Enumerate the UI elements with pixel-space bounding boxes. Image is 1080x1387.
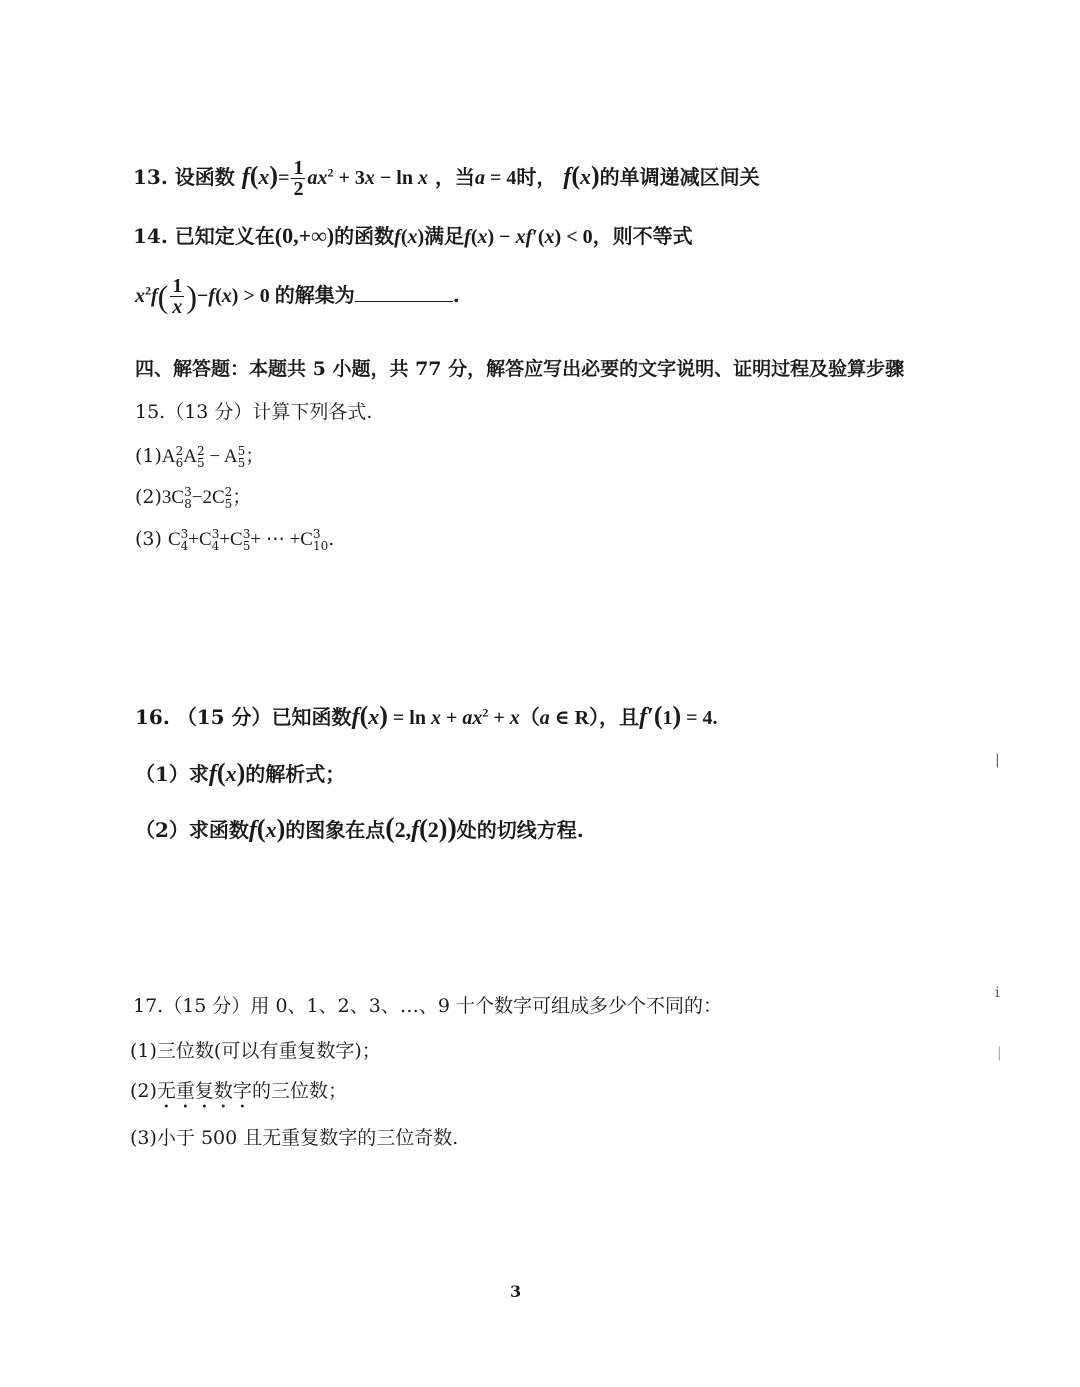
part-2-label: (2)	[135, 486, 162, 508]
question-14-text-3: 满足	[424, 224, 465, 248]
question-15-title: 15.（13 分）计算下列各式.	[135, 401, 373, 423]
scan-mark: |	[995, 752, 1000, 768]
part-2-text: 的三位数；	[251, 1080, 347, 1102]
question-17-title: 17.（15 分）用 0、1、2、3、…、9 十个数字可组成多少个不同的：	[133, 995, 722, 1017]
part-2-text-3: 处的切线方程.	[456, 818, 584, 842]
function-expression: f	[241, 164, 250, 190]
question-14-text-5: 的解集为	[274, 283, 355, 307]
part-2-text-2: 的图象在点	[285, 818, 386, 842]
fraction-one-over-x: $\frac{1}{x}$	[172, 275, 183, 318]
part-1-text: 求	[188, 762, 209, 786]
question-16-part-2: （2）求函数f(x)的图象在点(2,f(2))处的切线方程.	[135, 813, 584, 844]
question-15-part-1: (1)A 2 6 A 2 5 − A 5 5 ；	[135, 444, 265, 470]
part-2-label: (2)	[130, 1080, 157, 1102]
part-1-label: （1）	[135, 762, 189, 786]
part-1-text-2: 的解析式；	[245, 762, 346, 786]
question-13-number: 13.	[133, 165, 168, 189]
page-number: 3	[510, 1282, 522, 1301]
part-2-text: 求函数	[188, 818, 249, 842]
question-13-text-2: ，当	[434, 165, 475, 189]
emphasized-text: 无重复数字	[156, 1080, 252, 1102]
question-15-part-2: (2)3C 3 8 −2C 2 5 ；	[135, 485, 252, 511]
question-17-part-2	[130, 1080, 347, 1113]
fraction-one-half: $\frac{1}{2}$	[293, 157, 304, 200]
question-16-number: 16.	[135, 705, 170, 729]
question-14-text-4: ，则不等式	[592, 224, 693, 248]
question-17-part-1: (1)三位数(可以有重复数字)；	[130, 1040, 381, 1062]
section-heading: 四、解答题：本题共 5 小题，共 77 分，解答应写出必要的文字说明、证明过程及验算步骤	[135, 358, 905, 380]
scan-mark: i	[995, 985, 1000, 1001]
question-14-inequality: $x^2f$( $\frac{1}{x}$ )−f(x) > 0 的解集为 .	[135, 275, 460, 318]
question-13: 13. 设函数 f(x)= $\frac{1}{2}$ $ax^2 + 3x - \ln x$ ，当a = 4时， f(x)的单调递减区间关	[133, 157, 760, 200]
part-3-label: (3)	[135, 528, 162, 550]
scan-mark: |	[997, 1045, 1002, 1061]
question-14-text-2: 的函数	[334, 224, 395, 248]
question-16-text-3: ），且	[589, 705, 640, 729]
question-13-text-3: 时，	[516, 165, 557, 189]
question-16-text-2: （	[519, 705, 540, 729]
question-16-text: 已知函数	[271, 705, 352, 729]
question-14-end: .	[452, 283, 460, 307]
question-16-points: （15 分）	[176, 705, 272, 729]
question-14: 14. 已知定义在(0,+∞)的函数f(x)满足f(x) − xf′(x) < 0，则不等式	[133, 223, 693, 248]
part-2-label: （2）	[135, 818, 189, 842]
question-14-number: 14.	[133, 224, 168, 248]
part-1-label: (1)	[135, 445, 162, 467]
question-17-part-3: (3)小于 500 且无重复数字的三位奇数.	[130, 1127, 459, 1149]
question-14-text: 已知定义在	[174, 224, 275, 248]
question-13-text: 设函数	[174, 165, 235, 189]
question-13-text-4: 的单调递减区间关	[599, 165, 760, 189]
question-15-part-3: (3) C 3 4 +C 3 4 +C 3 5 + ⋯ +C 3 10 .	[135, 527, 335, 553]
question-16: 16. （15 分）已知函数$f(x) = \ln x + ax^2 + x(a$ ∈ R），且f′(1) = 4.	[135, 701, 718, 730]
answer-blank	[355, 283, 453, 302]
question-16-part-1: （1）求f(x)的解析式；	[135, 758, 346, 787]
